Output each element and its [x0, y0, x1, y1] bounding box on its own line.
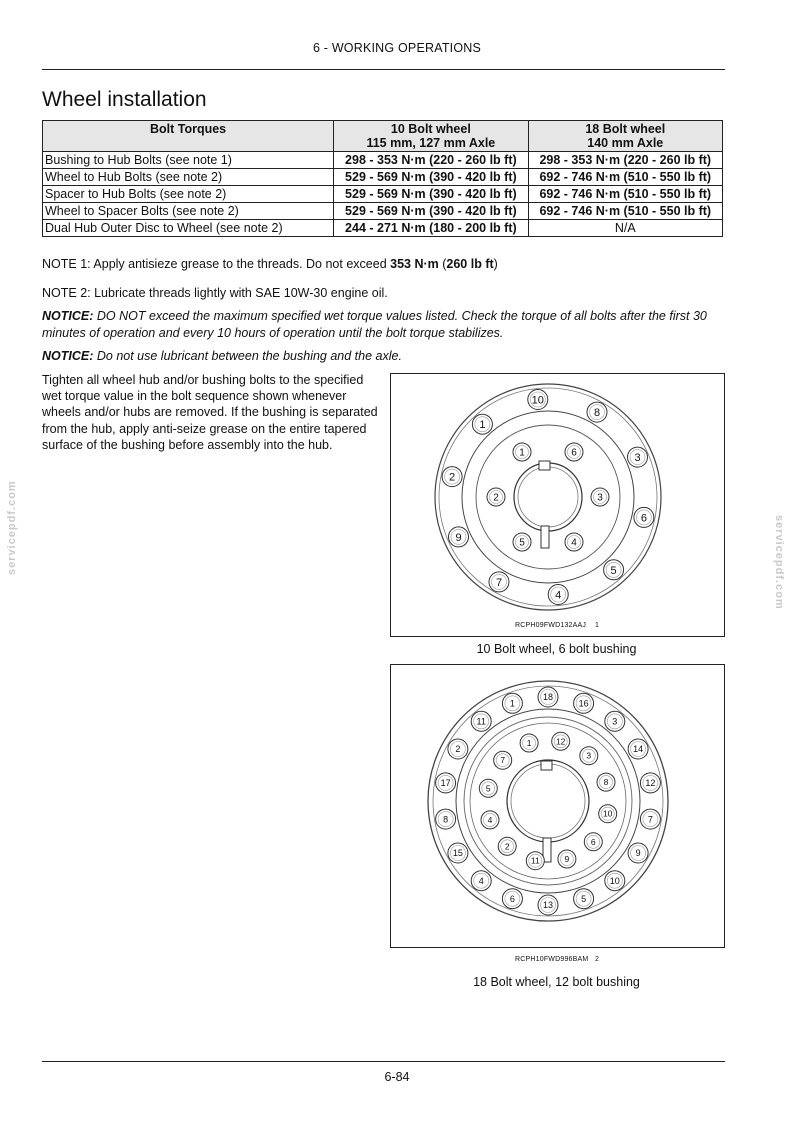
torque-10-bolt: 298 - 353 N·m (220 - 260 lb ft)	[334, 152, 528, 169]
col-header-10-bolt-line1: 10 Bolt wheel	[390, 122, 471, 136]
torque-10-bolt: 244 - 271 N·m (180 - 200 lb ft)	[334, 220, 528, 237]
bushing-inner-bolt	[558, 850, 576, 868]
wheel-outer-bolt-label: 1	[479, 419, 486, 432]
notice-2	[42, 348, 732, 365]
wheel-outer-bolt	[471, 711, 491, 731]
bushing-inner-bolt-label: 7	[500, 755, 506, 766]
torque-18-bolt: 692 - 746 N·m (510 - 550 lb ft)	[528, 203, 722, 220]
torque-18-bolt: 692 - 746 N·m (510 - 550 lb ft)	[528, 186, 722, 203]
wheel-outer-bolt-label: 4	[555, 589, 562, 602]
row-label: Wheel to Hub Bolts (see note 2)	[43, 169, 334, 186]
bushing-inner-bolt-label: 11	[530, 855, 540, 866]
wheel-outer-bolt	[448, 843, 468, 863]
bushing-inner-bolt	[565, 533, 583, 551]
wheel-outer-bolt-label: 4	[478, 875, 484, 886]
note-1-limit-nm: 353 N·m	[390, 257, 439, 271]
wheel-outer-bolt-label: 13	[542, 900, 554, 911]
wheel-outer-bolt	[634, 507, 654, 527]
col-header-18-bolt-line2: 140 mm Axle	[587, 136, 664, 150]
note-1-paren-close: )	[493, 257, 498, 271]
wheel-outer-bolt	[548, 585, 568, 605]
table-row	[43, 203, 723, 220]
wheel-outer-bolt-label: 2	[455, 744, 461, 755]
bushing-inner-bolt-label: 6	[571, 447, 577, 459]
wheel-outer-bolt	[442, 467, 462, 487]
wheel-outer-bolt-label: 3	[634, 452, 641, 465]
bushing-inner-bolt	[552, 732, 570, 750]
wheel-outer-bolt	[436, 809, 456, 829]
note-1-limit-lbft: 260 lb ft	[446, 257, 494, 271]
bushing-inner-bolt	[494, 751, 512, 769]
bushing-inner-bolt-label: 10	[602, 808, 613, 819]
wheel-hub-diagram-10-bolt	[391, 374, 724, 636]
tightening-instructions: Tighten all wheel hub and/or bushing bolts to the specified wet torque value in the bolt sequence shown whenever wheels and/or hubs are removed. If the bushing is separated from the hub, apply anti-seize grease on the entire tapered surface of the bushing before assembly into the hub.	[42, 373, 378, 452]
footer-rule	[42, 1061, 725, 1062]
torque-10-bolt: 529 - 569 N·m (390 - 420 lb ft)	[334, 169, 528, 186]
wheel-outer-bolt-label: 14	[633, 744, 644, 755]
wheel-outer-bolt	[640, 809, 660, 829]
table-row	[43, 186, 723, 203]
wheel-outer-bolt-label: 17	[440, 778, 451, 789]
notice-2-label: NOTICE:	[42, 349, 94, 363]
figure-2-ref-code: RCPH10FWD996BAM	[515, 956, 589, 963]
bushing-inner-bolt-label: 1	[519, 447, 525, 459]
wheel-outer-bolt	[448, 739, 468, 759]
wheel-outer-bolt-label: 6	[509, 894, 515, 904]
wheel-outer-bolt	[538, 895, 558, 915]
wheel-outer-bolt	[628, 447, 648, 467]
table-header-row	[43, 121, 723, 152]
wheel-outer-bolt	[628, 843, 648, 863]
col-header-18-bolt-line1: 18 Bolt wheel	[585, 122, 666, 136]
bushing-inner-bolt	[565, 443, 583, 461]
figure-2-ref-number: 2	[595, 956, 600, 963]
wheel-outer-bolt	[640, 773, 660, 793]
wheel-hub-diagram-18-bolt	[391, 665, 724, 947]
bushing-inner-bolt-label: 6	[590, 836, 596, 847]
wheel-outer-bolt-label: 6	[640, 512, 647, 525]
bushing-inner-bolt-label: 1	[526, 738, 532, 748]
bushing-inner-bolt	[597, 773, 615, 791]
wheel-outer-bolt	[605, 711, 625, 731]
torque-10-bolt: 529 - 569 N·m (390 - 420 lb ft)	[334, 186, 528, 203]
watermark-right: servicepdf.com	[773, 515, 785, 610]
wheel-outer-bolt-label: 12	[645, 778, 656, 789]
torque-18-bolt: N/A	[528, 220, 722, 237]
wheel-outer-bolt-label: 5	[610, 564, 617, 577]
note-1	[42, 256, 732, 273]
wheel-outer-bolt	[489, 572, 509, 592]
figure-1-ref-number: 1	[595, 622, 600, 629]
wheel-outer-bolt-label: 3	[612, 716, 618, 727]
wheel-outer-bolt	[502, 889, 522, 909]
bushing-inner-bolt	[479, 779, 497, 797]
wheel-outer-bolt	[471, 871, 491, 891]
bushing-inner-bolt-label: 12	[555, 736, 566, 747]
bushing-inner-bolt	[481, 811, 499, 829]
bushing-inner-bolt-label: 3	[586, 750, 592, 761]
bushing-inner-bolt	[580, 747, 598, 765]
row-label: Wheel to Spacer Bolts (see note 2)	[43, 203, 334, 220]
table-row	[43, 169, 723, 186]
figure-2-caption: 18 Bolt wheel, 12 bolt bushing	[473, 975, 640, 989]
bushing-inner-bolt-label: 4	[571, 537, 577, 549]
wheel-outer-bolt-label: 10	[531, 394, 544, 407]
wheel-outer-bolt	[604, 560, 624, 580]
wheel-outer-bolt	[472, 414, 492, 434]
bushing-inner-bolt	[513, 533, 531, 551]
wheel-outer-bolt-label: 10	[609, 875, 620, 886]
figure-10-bolt-wheel	[390, 373, 725, 637]
bushing-inner-bolt-label: 5	[519, 537, 525, 549]
wheel-outer-bolt	[436, 773, 456, 793]
wheel-outer-bolt-label: 7	[647, 814, 653, 825]
wheel-outer-bolt-label: 8	[593, 407, 601, 420]
figure-18-bolt-wheel	[390, 664, 725, 963]
wheel-outer-bolt	[605, 871, 625, 891]
torque-18-bolt: 298 - 353 N·m (220 - 260 lb ft)	[528, 152, 722, 169]
wheel-outer-bolt	[587, 402, 607, 422]
figure-1-ref-code: RCPH09FWD132AAJ	[515, 622, 587, 629]
wheel-outer-bolt-label: 11	[476, 716, 486, 727]
wheel-outer-bolt	[628, 739, 648, 759]
wheel-outer-bolt	[449, 527, 469, 547]
bushing-inner-bolt	[498, 837, 516, 855]
bolt-torque-table	[42, 120, 723, 237]
wheel-outer-bolt	[574, 693, 594, 713]
page-title: Wheel installation	[42, 88, 207, 111]
table-row	[43, 152, 723, 169]
wheel-outer-bolt-label: 1	[509, 698, 515, 709]
bushing-inner-bolt-label: 8	[603, 777, 609, 788]
figure-1-caption: 10 Bolt wheel, 6 bolt bushing	[476, 642, 637, 656]
wheel-outer-bolt-label: 16	[578, 698, 589, 709]
wheel-outer-bolt	[574, 889, 594, 909]
row-label: Bushing to Hub Bolts (see note 1)	[43, 152, 334, 169]
wheel-outer-bolt-label: 5	[581, 894, 587, 904]
bushing-inner-bolt	[520, 734, 538, 752]
table-row	[43, 220, 723, 237]
bushing-inner-bolt	[584, 833, 602, 851]
bushing-inner-bolt	[599, 805, 617, 823]
wheel-outer-bolt-label: 2	[449, 471, 456, 484]
bushing-inner-bolt-label: 2	[504, 841, 510, 852]
note-2: NOTE 2: Lubricate threads lightly with SAE 10W-30 engine oil.	[42, 286, 388, 300]
bushing-inner-bolt-label: 5	[485, 783, 491, 794]
notice-1-label: NOTICE:	[42, 309, 94, 323]
page-number: 6-84	[384, 1070, 410, 1084]
running-header: 6 - WORKING OPERATIONS	[312, 41, 482, 55]
bushing-inner-bolt	[487, 488, 505, 506]
torque-18-bolt: 692 - 746 N·m (510 - 550 lb ft)	[528, 169, 722, 186]
notice-2-text: Do not use lubricant between the bushing and the axle.	[93, 349, 402, 363]
row-label: Dual Hub Outer Disc to Wheel (see note 2)	[43, 220, 334, 237]
watermark-left: servicepdf.com	[6, 480, 18, 575]
bushing-inner-bolt-label: 4	[487, 814, 493, 825]
wheel-outer-bolt	[528, 390, 548, 410]
col-header-bolt-torques: Bolt Torques	[43, 121, 334, 152]
bushing-inner-bolt	[591, 488, 609, 506]
torque-10-bolt: 529 - 569 N·m (390 - 420 lb ft)	[334, 203, 528, 220]
note-1-text: NOTE 1: Apply antisieze grease to the threads. Do not exceed	[42, 257, 391, 271]
note-1-paren-open: (	[438, 257, 447, 271]
bushing-inner-bolt-label: 2	[493, 492, 499, 504]
wheel-outer-bolt-label: 15	[452, 848, 463, 859]
header-rule	[42, 69, 725, 70]
wheel-outer-bolt-label: 9	[455, 531, 462, 544]
bushing-inner-bolt	[513, 443, 531, 461]
notice-1	[42, 308, 732, 342]
bushing-inner-bolt-label: 3	[597, 492, 603, 504]
col-header-10-bolt-line2: 115 mm, 127 mm Axle	[366, 136, 496, 150]
col-header-10-bolt	[334, 121, 528, 152]
wheel-outer-bolt	[538, 687, 558, 707]
row-label: Spacer to Hub Bolts (see note 2)	[43, 186, 334, 203]
col-header-18-bolt	[528, 121, 722, 152]
wheel-outer-bolt-label: 18	[542, 692, 554, 703]
wheel-outer-bolt-label: 8	[443, 814, 449, 825]
notice-1-text: DO NOT exceed the maximum specified wet torque values listed. Check the torque of all bolts after the first 30 minutes of operation and every 10 hours of operation until the bolt torque stabilizes.	[42, 309, 707, 340]
wheel-outer-bolt	[502, 693, 522, 713]
bushing-inner-bolt-label: 9	[564, 854, 570, 865]
wheel-outer-bolt-label: 7	[495, 576, 503, 589]
bushing-inner-bolt	[526, 852, 544, 870]
wheel-outer-bolt-label: 9	[635, 848, 641, 859]
